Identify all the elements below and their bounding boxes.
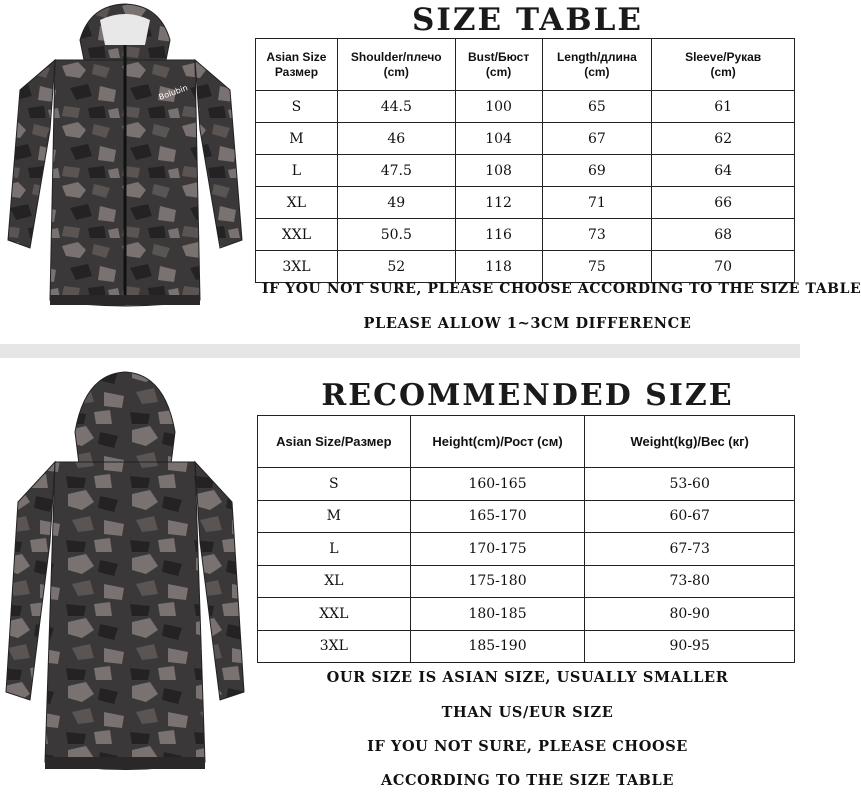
table-row xyxy=(258,630,795,663)
size-table-header-cell: Shoulder/плечо (cm) xyxy=(337,39,455,91)
table-cell: M xyxy=(256,123,338,155)
size-difference-note: PLEASE ALLOW 1~3CM DIFFERENCE xyxy=(363,315,692,332)
table-cell: 180-185 xyxy=(410,598,585,631)
table-cell: 3XL xyxy=(256,251,338,283)
size-table-header-row xyxy=(256,39,795,91)
asian-size-note: THAN US/EUR SIZE xyxy=(441,704,614,721)
table-cell: 67-73 xyxy=(585,533,795,566)
section-divider xyxy=(0,344,800,358)
table-cell: 160-165 xyxy=(410,468,585,501)
table-cell: 53-60 xyxy=(585,468,795,501)
table-cell: 64 xyxy=(652,155,795,187)
recommended-table-header-cell: Asian Size/Размер xyxy=(258,416,411,468)
table-cell: 67 xyxy=(542,123,652,155)
table-cell: 70 xyxy=(652,251,795,283)
table-cell: S xyxy=(256,91,338,123)
table-cell: 104 xyxy=(455,123,542,155)
size-table xyxy=(255,38,795,283)
recommended-size-table xyxy=(257,415,795,663)
table-cell: 3XL xyxy=(258,630,411,663)
table-cell: XXL xyxy=(258,598,411,631)
table-row xyxy=(256,123,795,155)
table-cell: 175-180 xyxy=(410,565,585,598)
table-cell: 170-175 xyxy=(410,533,585,566)
table-row xyxy=(256,187,795,219)
table-cell: L xyxy=(256,155,338,187)
table-cell: 75 xyxy=(542,251,652,283)
size-choice-note: IF YOU NOT SURE, PLEASE CHOOSE xyxy=(367,738,688,755)
table-cell: 60-67 xyxy=(585,500,795,533)
table-row xyxy=(258,598,795,631)
jacket-logo: Bolubin xyxy=(157,83,189,102)
table-cell: XL xyxy=(256,187,338,219)
table-row xyxy=(258,565,795,598)
size-table-header-cell: Sleeve/Рукав (cm) xyxy=(652,39,795,91)
recommended-table-header-cell: Weight(kg)/Вес (кг) xyxy=(585,416,795,468)
table-cell: 66 xyxy=(652,187,795,219)
table-cell: 71 xyxy=(542,187,652,219)
table-cell: 52 xyxy=(337,251,455,283)
table-cell: 69 xyxy=(542,155,652,187)
jacket-front-image xyxy=(0,0,250,340)
table-row xyxy=(256,219,795,251)
table-cell: 65 xyxy=(542,91,652,123)
table-cell: 73-80 xyxy=(585,565,795,598)
table-cell: 100 xyxy=(455,91,542,123)
table-cell: 73 xyxy=(542,219,652,251)
table-cell: 62 xyxy=(652,123,795,155)
table-row xyxy=(258,533,795,566)
table-cell: XL xyxy=(258,565,411,598)
table-row xyxy=(256,251,795,283)
table-cell: 108 xyxy=(455,155,542,187)
size-table-title: SIZE TABLE xyxy=(412,2,643,38)
table-cell: L xyxy=(258,533,411,566)
table-cell: 47.5 xyxy=(337,155,455,187)
table-cell: 61 xyxy=(652,91,795,123)
size-choice-note: ACCORDING TO THE SIZE TABLE xyxy=(380,772,674,789)
table-cell: M xyxy=(258,500,411,533)
table-cell: 46 xyxy=(337,123,455,155)
recommended-size-title: RECOMMENDED SIZE xyxy=(321,378,734,413)
jacket-back-image xyxy=(0,362,250,800)
size-table-header-cell: Bust/Бюст (cm) xyxy=(455,39,542,91)
size-table-header-cell: Length/длина (cm) xyxy=(542,39,652,91)
table-cell: 90-95 xyxy=(585,630,795,663)
table-cell: S xyxy=(258,468,411,501)
table-cell: 50.5 xyxy=(337,219,455,251)
table-cell: 80-90 xyxy=(585,598,795,631)
table-row xyxy=(258,500,795,533)
table-cell: 116 xyxy=(455,219,542,251)
recommended-table-header-cell: Height(cm)/Рост (см) xyxy=(410,416,585,468)
table-cell: 118 xyxy=(455,251,542,283)
table-row xyxy=(256,155,795,187)
table-row xyxy=(258,468,795,501)
size-table-note: IF YOU NOT SURE, PLEASE CHOOSE ACCORDING TO THE SIZE TABLE xyxy=(262,281,861,297)
asian-size-note: OUR SIZE IS ASIAN SIZE, USUALLY SMALLER xyxy=(326,669,729,686)
recommended-table-header-row xyxy=(258,416,795,468)
table-cell: 165-170 xyxy=(410,500,585,533)
table-cell: 44.5 xyxy=(337,91,455,123)
table-cell: 185-190 xyxy=(410,630,585,663)
table-cell: 49 xyxy=(337,187,455,219)
table-cell: 68 xyxy=(652,219,795,251)
table-cell: 112 xyxy=(455,187,542,219)
size-table-header-cell: Asian Size Размер xyxy=(256,39,338,91)
table-cell: XXL xyxy=(256,219,338,251)
table-row xyxy=(256,91,795,123)
